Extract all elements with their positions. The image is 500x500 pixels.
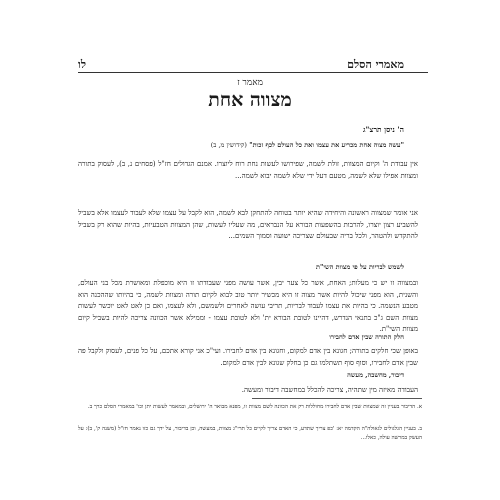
- footnote-2: ב. בעניין הגלגולים לגאולה"ה הקדמה יא: 'כפ צריך שתדע, כי האדם צריך לקיים כל תרי"ג מצוות, במעשה, וכן בדיבור, על ידך גם כזו נאמר חז"ל (משנה ק', ב): על העשק במרשה עולה, כאלו...: [78, 426, 422, 441]
- subheading-3: דיבור, מחשבה, מעשה: [347, 371, 404, 379]
- page-number: לו: [78, 58, 86, 71]
- section-title: מצווה אחת: [208, 89, 292, 111]
- paragraph-1: אין עבודת ה' וקיום המצוות, זולת לשמה, שפירושו לעשות נחת רוח ליוצרו. אמנם הגדולים חז"ל (פסחים נ, ב), לעסוק בתורה ומצוות אפילו שלא לשמה, מטעם דעל ידי שלא לשמה יבוא לשמה...: [78, 160, 418, 180]
- opening-quote: [78, 141, 404, 149]
- paragraph-3: ובמצווה זו יש כי מעלות; האחת, אשר כל צער יבין, אשר עושה מפני שעבודתו זו היא מוכפלת ומאושרת מכל בני העולם, והשנית, הוא מפני שיכול להיות אשר מצוה זו היא מכשיר יותר טוב לבוא לקיום תורה ומצוות לשמה, כי בהיותו שההכנה הוא מטבע הנשמה. כי בהיות את עצמו לעבוד לבריות, תריבי עושה לאחרים ולשמשם, ולא לעצמו, ואם כן לאט לאט יוכשר לעשות מצוות השם ג"כ בתנאי הנדרש, דהיינו לטובת הבורא ית' ולא לטובת עצמו - וממילא אשר הכוונה צריכה להיות בשביל קיום מצוות השי"ת.: [78, 279, 418, 333]
- paragraph-2: אני אומר שמצווה ראשונה והיחידה שהיא יותר בטוחה להתחקן לבא לשמה, הוא לקבל על עצמו שלא לעבוד לעצמו אלא בשביל להשביע רצון יוצרו, להרבות בהשפעות הבורא על הנבראים, מה שעליו לעשות, שהן המצוות הטבעיות, בהיות שהוא רק בשביל להתקדש ולהטהר, ולכל בריה שבעולם שצריכה ישועה וסמוך השמים...: [78, 209, 418, 240]
- paragraph-5: העבודה מאיזה מין שתהיה, צריכה להכלל במחשבה דיבור ומעשה.: [241, 386, 418, 394]
- footnote-1: א. הדיבור בעניין זה שמצוות שבין אדם לחבירו מחוללות רק את הכוונה לשם מצוות זו, מפנא מבואר ה' ירושלים, ובמאמר לעשות יתן וכו' במאמרי הסלם כרך ב.: [87, 404, 422, 410]
- quote-source: (קידושין מ, ב): [210, 141, 247, 149]
- running-header-title: מאמרי הסלם: [347, 58, 404, 71]
- date-line: ה' ניסן תרצ"ג: [363, 125, 404, 134]
- subheading-2: חלק התורה שבין אדם לחבירו: [329, 333, 404, 341]
- section-label: מאמר ז: [237, 78, 263, 88]
- header-rule: [78, 72, 428, 73]
- quote-text: "עשה מצוה אחת מכריע את עצמו ואת כל העולם לכף זכות": [249, 141, 404, 149]
- footnote-rule: [252, 398, 422, 399]
- paragraph-4: באופן שכי חלקים בתורה; חגונא בין אדם למקום, וחגונא בין אדם לחבירו. ועי"כ אני קורא אתכם, על כל פנים, לעסוק ולקבל פה שבין אדם לחבירו, וסוף סוף תשתלמו גם כן בחלק שגונא לבין אדם למקום.: [78, 347, 418, 367]
- subheading-1: לשמש לבריות על פי מצוות השי"ת: [315, 263, 404, 271]
